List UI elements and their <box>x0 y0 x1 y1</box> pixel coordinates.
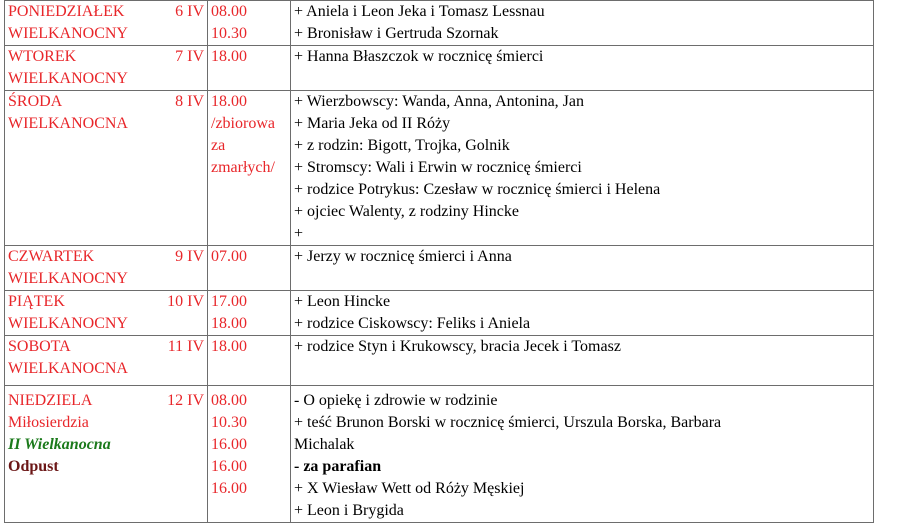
mass-time: 16.00 <box>211 436 247 453</box>
day-name: NIEDZIELA <box>8 392 93 409</box>
table-row <box>5 246 874 291</box>
feast-label: Odpust <box>8 458 59 475</box>
day-cell <box>5 336 208 386</box>
mass-time: 08.00 <box>211 392 247 409</box>
table-row <box>5 91 874 246</box>
intention: + z rodzin: Bigott, Trojka, Golnik <box>294 137 510 154</box>
mass-note: zmarłych/ <box>211 159 275 176</box>
day-date: 7 IV <box>175 48 204 65</box>
day-subtitle: WIELKANOCNA <box>8 360 128 377</box>
intention: + Leon i Brygida <box>294 502 404 519</box>
intention-cell <box>291 336 874 386</box>
day-date: 12 IV <box>167 392 204 409</box>
time-cell <box>208 1 291 46</box>
day-name: PONIEDZIAŁEK <box>8 3 125 20</box>
mass-time: 18.00 <box>211 338 247 355</box>
time-cell <box>208 91 291 246</box>
day-cell <box>5 246 208 291</box>
day-name: WTOREK <box>8 48 77 65</box>
day-name: ŚRODA <box>8 93 63 110</box>
intention: + Wierzbowscy: Wanda, Anna, Antonina, Jan <box>294 93 584 110</box>
day-cell <box>5 91 208 246</box>
intention-cell <box>291 246 874 291</box>
day-name: PIĄTEK <box>8 293 65 310</box>
intention-cell <box>291 291 874 336</box>
mass-time: 16.00 <box>211 480 247 497</box>
intention-cell <box>291 386 874 523</box>
day-subtitle: WIELKANOCNY <box>8 25 128 42</box>
mass-time: 10.30 <box>211 25 247 42</box>
intention: + <box>294 225 304 242</box>
intention: + Aniela i Leon Jeka i Tomasz Lessnau <box>294 3 545 20</box>
intention: + rodzice Styn i Krukowscy, bracia Jecek i Tomasz <box>294 338 621 355</box>
day-cell <box>5 1 208 46</box>
day-name: CZWARTEK <box>8 248 95 265</box>
intention: Michalak <box>294 436 355 453</box>
intention-cell <box>291 91 874 246</box>
intention: + teść Brunon Borski w rocznicę śmierci, Urszula Borska, Barbara <box>294 414 722 431</box>
intention: + X Wiesław Wett od Róży Męskiej <box>294 480 525 497</box>
time-cell <box>208 246 291 291</box>
time-cell <box>208 291 291 336</box>
intention: - za parafian <box>294 458 382 475</box>
intention: + rodzice Ciskowscy: Feliks i Aniela <box>294 315 531 332</box>
table-row <box>5 1 874 46</box>
day-date: 10 IV <box>167 293 204 310</box>
day-subtitle: WIELKANOCNA <box>8 115 128 132</box>
table-row <box>5 386 874 523</box>
day-cell <box>5 291 208 336</box>
day-subtitle: WIELKANOCNY <box>8 70 128 87</box>
time-cell <box>208 386 291 523</box>
table-row <box>5 336 874 386</box>
mass-time: 18.00 <box>211 93 247 110</box>
day-date: 11 IV <box>167 338 204 355</box>
mass-time: 17.00 <box>211 293 247 310</box>
mass-time: 08.00 <box>211 3 247 20</box>
mass-time: 07.00 <box>211 248 247 265</box>
day-subtitle: WIELKANOCNY <box>8 270 128 287</box>
intention-cell <box>291 46 874 91</box>
day-subtitle: Miłosierdzia <box>8 414 89 431</box>
day-date: 9 IV <box>175 248 204 265</box>
intention: + rodzice Potrykus: Czesław w rocznicę śmierci i Helena <box>294 181 661 198</box>
table-row <box>5 46 874 91</box>
day-cell <box>5 386 208 523</box>
time-cell <box>208 46 291 91</box>
day-date: 6 IV <box>175 3 204 20</box>
intention: + Stromscy: Wali i Erwin w rocznicę śmierci <box>294 159 582 176</box>
time-cell <box>208 336 291 386</box>
intention: + Leon Hincke <box>294 293 391 310</box>
day-subtitle: WIELKANOCNY <box>8 315 128 332</box>
mass-note: /zbiorowa <box>211 115 275 132</box>
intention: + Maria Jeka od II Róży <box>294 115 451 132</box>
day-cell <box>5 46 208 91</box>
day-date: 8 IV <box>175 93 204 110</box>
intention-cell <box>291 1 874 46</box>
mass-time: 18.00 <box>211 48 247 65</box>
intention: + Hanna Błaszczok w rocznicę śmierci <box>294 48 544 65</box>
intention: + Bronisław i Gertruda Szornak <box>294 25 499 42</box>
intention: + ojciec Walenty, z rodziny Hincke <box>294 203 519 220</box>
mass-time: 18.00 <box>211 315 247 332</box>
mass-time: 10.30 <box>211 414 247 431</box>
mass-schedule-table <box>4 0 874 523</box>
day-name: SOBOTA <box>8 338 71 355</box>
mass-time: 16.00 <box>211 458 247 475</box>
mass-note: za <box>211 137 226 154</box>
table-row <box>5 291 874 336</box>
intention: + Jerzy w rocznicę śmierci i Anna <box>294 248 512 265</box>
sunday-title: II Wielkanocna <box>8 436 111 453</box>
intention: - O opiekę i zdrowie w rodzinie <box>294 392 498 409</box>
